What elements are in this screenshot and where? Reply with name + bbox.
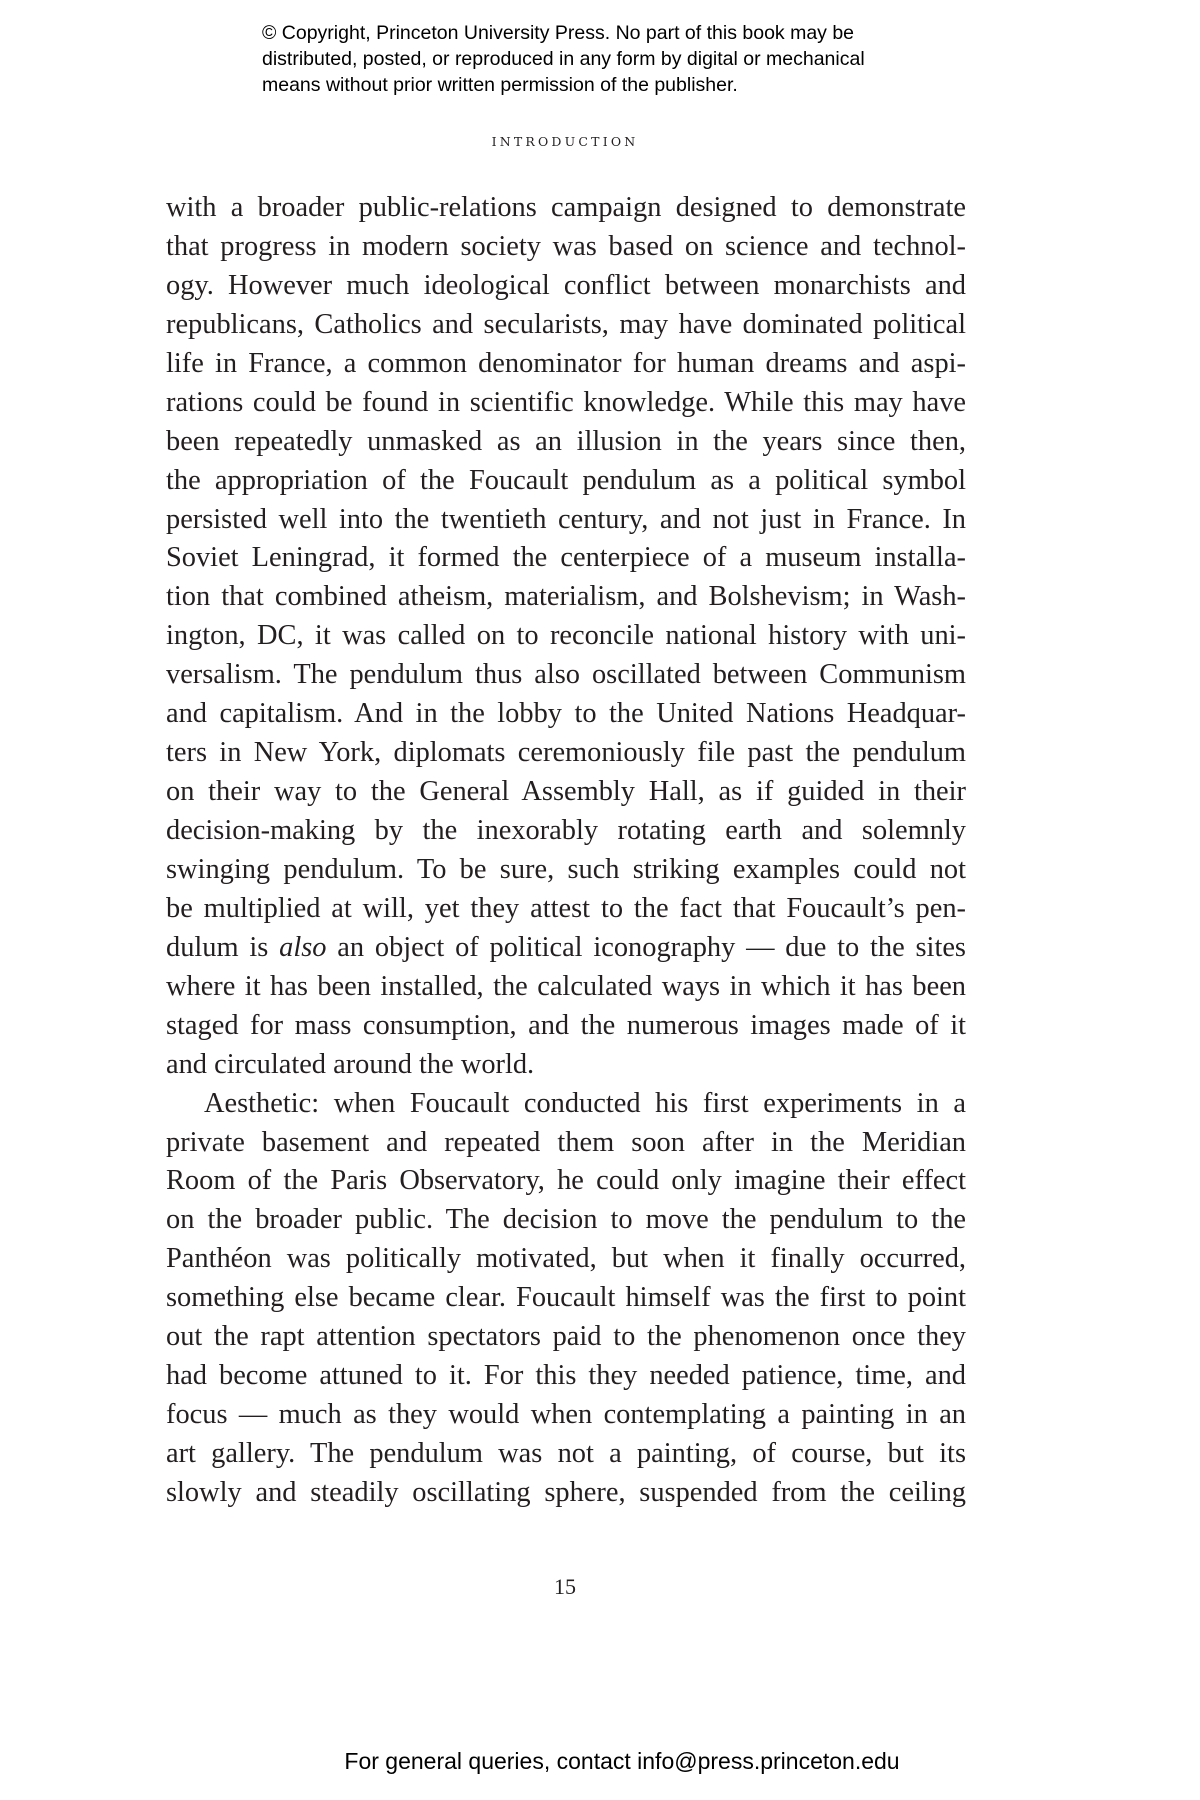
paragraph-last-line: and circulated around the world. [166, 1048, 535, 1080]
text-line: swinging pendulum. To be sure, such striking examples could not [166, 853, 966, 885]
text-line: been repeatedly unmasked as an illusion in the years since then, [166, 425, 966, 457]
running-head: INTRODUCTION [491, 134, 639, 149]
text-line: tion that combined atheism, materialism, and Bolshevism; in Wash- [166, 581, 966, 613]
text-line: the appropriation of the Foucault pendulum as a political symbol [166, 464, 966, 496]
text-line: and capitalism. And in the lobby to the United Nations Headquar- [166, 698, 966, 730]
text-line: slowly and steadily oscillating sphere, suspended from the ceiling [166, 1476, 966, 1508]
text-line: ters in New York, diplomats ceremoniously file past the pendulum [166, 737, 966, 769]
text-line: something else became clear. Foucault himself was the first to point [166, 1282, 966, 1314]
text-line: republicans, Catholics and secularists, may have dominated political [166, 308, 966, 340]
text-line: with a broader public-relations campaign designed to demonstrate [166, 192, 966, 223]
text-line: ogy. However much ideological conflict between monarchists and [166, 269, 966, 301]
text-line: staged for mass consumption, and the numerous images made of it [166, 1009, 966, 1041]
text-line: out the rapt attention spectators paid to the phenomenon once they [166, 1321, 966, 1353]
text-line: Soviet Leningrad, it formed the centerpiece of a museum installa- [166, 542, 966, 574]
text-line: had become attuned to it. For this they needed patience, time, and [166, 1360, 966, 1392]
text-line: focus — much as they would when contemplating a painting in an [166, 1399, 966, 1431]
contact-footer: For general queries, contact info@press.princeton.edu [344, 1748, 900, 1774]
text-line: on their way to the General Assembly Hall, as if guided in their [166, 776, 966, 808]
text-line: on the broader public. The decision to move the pendulum to the [166, 1204, 966, 1236]
text-line: art gallery. The pendulum was not a painting, of course, but its [166, 1438, 966, 1469]
page-number: 15 [554, 1574, 576, 1599]
text-line: Room of the Paris Observatory, he could only imagine their effect [166, 1165, 966, 1197]
copyright-line: © Copyright, Princeton University Press. No part of this book may be [262, 22, 855, 44]
text-line: private basement and repeated them soon after in the Meridian [166, 1126, 966, 1158]
text-line: that progress in modern society was based on science and technol- [166, 230, 966, 262]
text-line: rations could be found in scientific knowledge. While this may have [166, 386, 966, 418]
text-line: Panthéon was politically motivated, but when it finally occurred, [166, 1243, 966, 1275]
text-line: where it has been installed, the calculated ways in which it has been [166, 970, 966, 1002]
copyright-line: means without prior written permission of the publisher. [262, 74, 738, 96]
text-line [166, 929, 966, 968]
text-line: decision-making by the inexorably rotating earth and solemnly [166, 815, 966, 846]
emphasized-word: also [279, 931, 327, 963]
text-segment: an object of political iconography — due to the sites [326, 931, 966, 963]
paragraph-first-line: Aesthetic: when Foucault conducted his first experiments in a [204, 1087, 966, 1119]
copyright-notice [262, 20, 982, 98]
body-text [166, 189, 966, 1513]
copyright-line: distributed, posted, or reproduced in any form by digital or mechanical [262, 48, 865, 70]
text-line: versalism. The pendulum thus also oscillated between Communism [166, 659, 966, 691]
text-line: persisted well into the twentieth century, and not just in France. In [166, 503, 966, 535]
text-line: ington, DC, it was called on to reconcile national history with uni- [166, 620, 966, 652]
text-line: life in France, a common denominator for human dreams and aspi- [166, 347, 966, 379]
text-line: be multiplied at will, yet they attest to the fact that Foucault’s pen- [166, 892, 966, 924]
text-segment: dulum is [166, 931, 280, 963]
